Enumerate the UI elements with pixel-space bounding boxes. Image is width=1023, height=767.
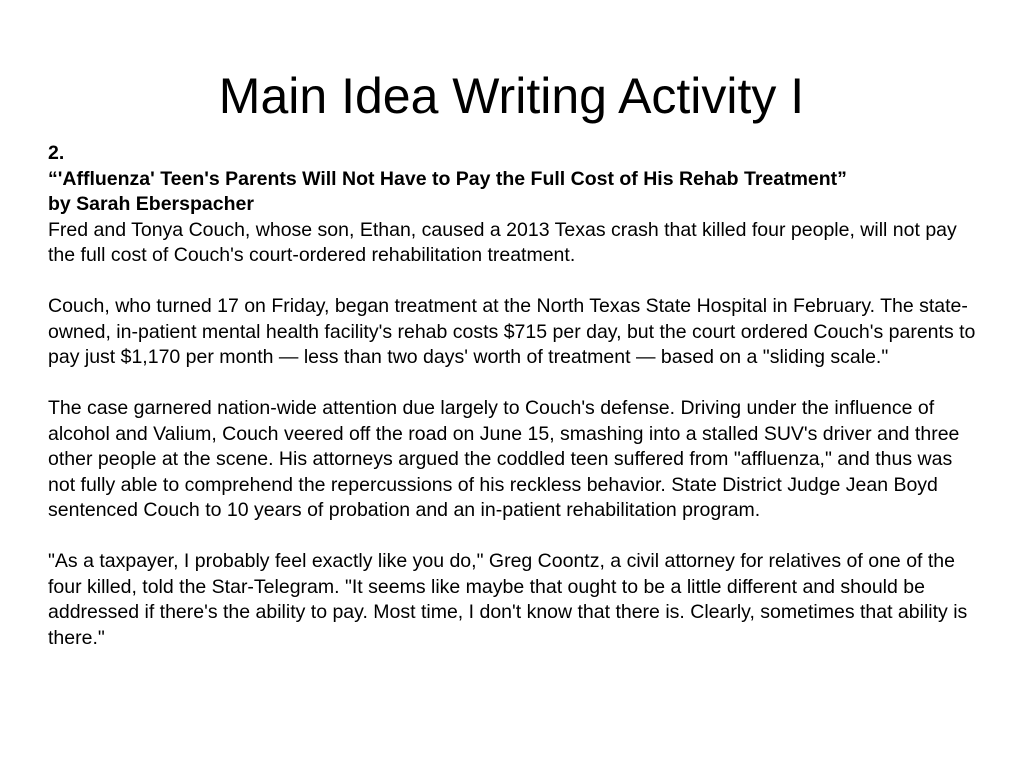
article-title: “'Affluenza' Teen's Parents Will Not Have to Pay the Full Cost of His Rehab Treatment” <box>48 167 847 190</box>
article-content <box>48 141 978 651</box>
item-number: 2. <box>48 142 65 164</box>
article-paragraph-3: The case garnered nation-wide attention due largely to Couch's defense. Driving under the influence of alcohol and Valium, Couch veered off the road on June 15, smashing into a stalled SUV's driver and three other people at the scene. His attorneys argued the coddled teen suffered from "affluenza," and thus was not fully able to comprehend the repercussions of his reckless behavior. State District Judge Jean Boyd sentenced Couch to 10 years of probation and an in-patient rehabilitation program. <box>48 397 960 521</box>
slide-title: Main Idea Writing Activity I <box>218 68 805 124</box>
article-paragraph-4: "As a taxpayer, I probably feel exactly like you do," Greg Coontz, a civil attorney for relatives of one of the four killed, told the Star-Telegram. "It seems like maybe that ought to be a little different and should be addressed if there's the ability to pay. Most time, I don't know that there is. Clearly, sometimes that ability is there." <box>48 550 968 649</box>
byline: by Sarah Eberspacher <box>48 193 254 215</box>
article-paragraph-2: Couch, who turned 17 on Friday, began treatment at the North Texas State Hospital in February. The state-owned, in-patient mental health facility's rehab costs $715 per day, but the court ordered Couch's parents to pay just $1,170 per month — less than two days' worth of treatment — based on a "sliding scale." <box>48 295 976 368</box>
article-paragraph-1: Fred and Tonya Couch, whose son, Ethan, caused a 2013 Texas crash that killed four people, will not pay the full cost of Couch's court-ordered rehabilitation treatment. <box>48 218 957 266</box>
